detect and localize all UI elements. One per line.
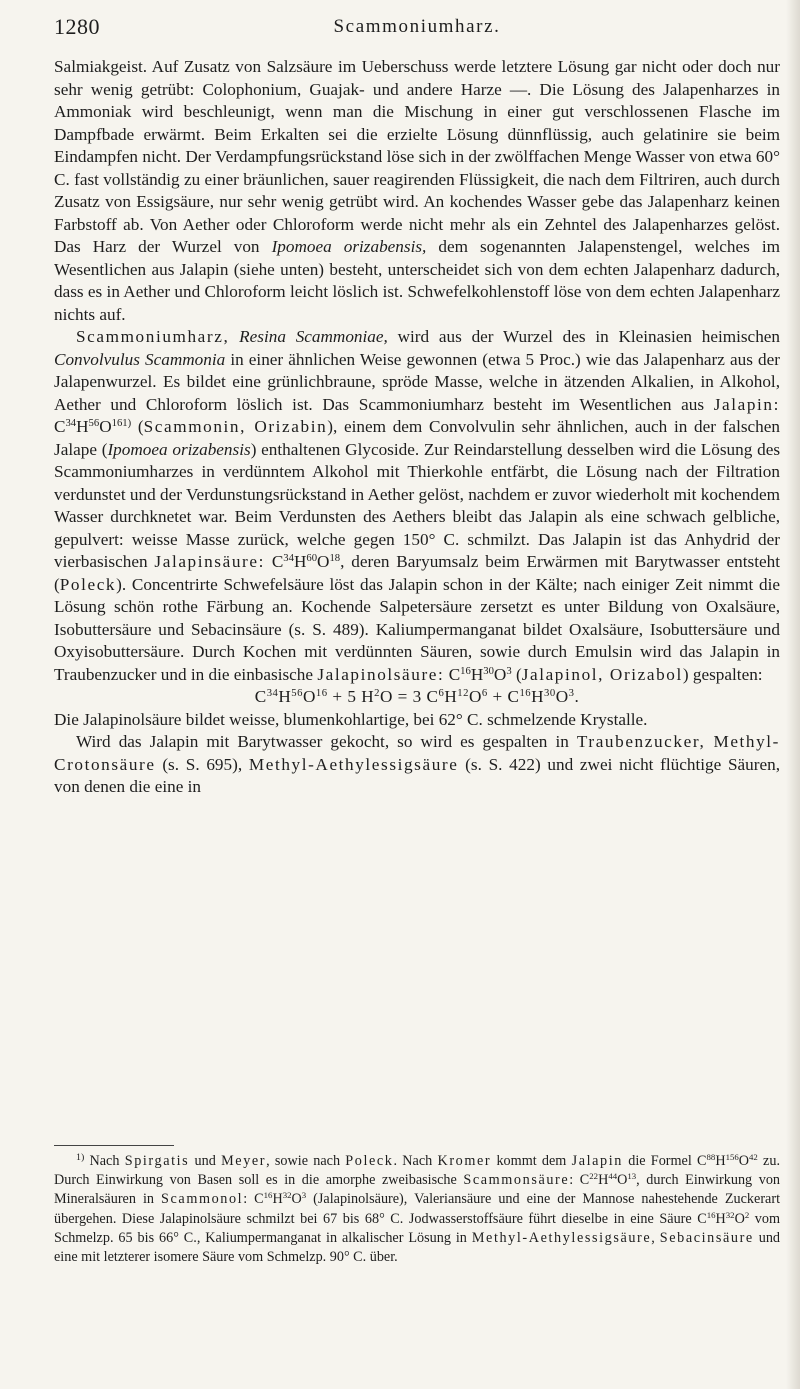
- formula-index: 34: [283, 553, 294, 565]
- formula-index: 30: [483, 665, 494, 677]
- formula-index: 56: [88, 418, 100, 430]
- footnote-reference[interactable]: 1): [122, 418, 132, 430]
- formula-element: H: [444, 687, 458, 706]
- formula-element: H: [278, 687, 292, 706]
- spaced-term: Scammonol: [161, 1191, 244, 1208]
- formula-index: 16: [460, 665, 471, 677]
- formula-element: H: [715, 1153, 726, 1169]
- spaced-term: Jalapinol, Orizabol: [521, 664, 683, 684]
- italic-species: Ipomoea orizabensis: [107, 439, 251, 459]
- page-number: 1280: [54, 14, 100, 39]
- footnote: [54, 1152, 780, 1267]
- footnote-body: [54, 1152, 780, 1267]
- formula-index: 3: [506, 665, 512, 677]
- formula-element: C: [54, 417, 66, 436]
- formula-element: = 3 C: [392, 687, 439, 706]
- formula-element: H: [76, 417, 89, 436]
- spaced-term: Kromer: [437, 1153, 492, 1169]
- paragraph-scammoniumharz: [54, 326, 780, 686]
- text-run: vom Schmelzp. 65 bis 66° C., Kaliumpermanganat in alkalischer Lösung in: [54, 1210, 780, 1246]
- formula-index: 44: [608, 1171, 618, 1182]
- italic-latin-name: Resina Scammoniae,: [239, 327, 388, 346]
- formula-index: 42: [749, 1152, 758, 1163]
- formula-index: 16: [263, 1190, 273, 1201]
- formula-index: 34: [266, 688, 279, 700]
- paragraph-salmiakgeist: [54, 56, 780, 326]
- text-run: ) gespalten:: [682, 664, 763, 684]
- formula-element: H: [598, 1172, 609, 1189]
- formula-index: 34: [65, 418, 77, 430]
- formula-index: 16: [519, 688, 532, 700]
- text-run: (s. S. 695),: [155, 754, 249, 774]
- body-text: [54, 56, 780, 799]
- formula-element: H: [531, 687, 545, 706]
- text-run: ) enthaltenen Glycoside. Zur Reindarstellung desselben wird die Lösung des Scammoniumharzes in verdünntem Alkohol mit Thierkohle entfärbt, die Lösung nach der Filtration verdunstet und der Verdunstungsrückstand in Aether gelöst, nachdem er zuvor wiederholt mit kochendem Wasser durchknetet war. Beim Verdunsten des Aethers bleibt das Jalapin als eine schwach gelbliche, gepulvert: weisse Masse zurück, welche gegen 150° C. schmilzt. Das Jalapin ist das Anhydrid der vierbasischen: [54, 439, 781, 571]
- text-run: : C: [569, 1172, 590, 1189]
- formula-index: 6: [438, 688, 445, 700]
- text-run: Nach: [84, 1153, 125, 1169]
- formula-element: .: [574, 687, 580, 706]
- running-title: Scammoniumharz.: [333, 16, 501, 37]
- italic-species: Ipomoea orizabensis,: [271, 237, 427, 256]
- text-run: (: [131, 417, 144, 436]
- text-run: , sowie nach: [266, 1153, 346, 1169]
- formula-element: C: [254, 687, 267, 706]
- formula-index: 16: [111, 418, 123, 430]
- formula-element: + 5 H: [327, 687, 375, 706]
- section-heading-term: Scammoniumharz,: [76, 327, 230, 346]
- text-run: ), einem dem Convolvulin sehr ähnlichen, auch in der falschen Jalape (: [54, 417, 780, 459]
- formula-index: 6: [481, 688, 488, 700]
- spaced-term: Jalapinolsäure:: [317, 664, 445, 684]
- text-run: , durch Einwirkung von Mineralsäuren in: [54, 1172, 781, 1208]
- text-run: Wird das Jalapin mit Barytwasser gekocht, so wird es gespalten in: [76, 732, 577, 751]
- text-run: die Formel C: [622, 1153, 707, 1169]
- formula-element: C: [271, 552, 284, 571]
- spaced-term: Poleck: [345, 1153, 394, 1169]
- formula-element: O: [493, 664, 507, 684]
- formula-index: 88: [706, 1152, 716, 1163]
- page-edge-shadow: [786, 0, 800, 1389]
- formula-element: O: [302, 687, 316, 706]
- formula-index: 18: [329, 553, 341, 565]
- page-header: [54, 14, 780, 46]
- spaced-term: Methyl-Aethylessigsäure: [471, 1229, 652, 1246]
- formula-element: O: [734, 1210, 745, 1227]
- formula-index: 22: [589, 1171, 599, 1182]
- formula-index: 3: [301, 1190, 307, 1201]
- text-run: in einer ähnlichen Weise gewonnen (etwa 5 Proc.) wie das Jalapenharz aus der Jalapenwurzel. Es bildet eine grünlichbraune, spröde Masse, welche in ätzenden Alkalien, in Alkohol, Aether und Chloroform löslich ist. Das Scammoniumharz besteht im Wesentlichen aus: [54, 349, 780, 414]
- formula-element: O: [379, 687, 393, 706]
- text-run: dem sogenannten Jalapenstengel, welches im Wesentlichen aus Jalapin (siehe unten) besteht, unterscheidet sich von dem echten Jalapenharz dadurch, dass es in Aether und Chloroform leicht löslich ist. Schwefelkohlenstoff löse von dem echten Jalapenharz nichts auf.: [54, 237, 780, 324]
- spaced-term: Poleck: [59, 574, 117, 594]
- formula-index: 2: [374, 688, 380, 700]
- text-run: : C: [243, 1191, 264, 1208]
- text-run: (s. S. 422) und zwei nicht flüchtige Säuren, von denen die eine in: [54, 754, 780, 796]
- formula-index: 3: [568, 688, 575, 700]
- formula: [54, 417, 122, 436]
- formula-element: O: [291, 1191, 302, 1208]
- formula-index: 13: [627, 1171, 637, 1182]
- text-run: wird aus der Wurzel des in Kleinasien heimischen: [387, 327, 781, 346]
- paragraph-barytwasser: [54, 731, 780, 799]
- spaced-term: Scammonsäure: [463, 1172, 570, 1189]
- footnote-marker: 1): [76, 1152, 85, 1164]
- formula-element: O: [617, 1172, 628, 1189]
- text-run: kommt dem: [491, 1153, 572, 1169]
- spaced-term: Jalapinsäure:: [154, 552, 265, 571]
- text-run: (Jalapinolsäure), Valeriansäure und eine der Mannose nahestehende Zuckerart übergehen. Diese Jalapinolsäure schmilzt bei 67 bis 68° C. Jodwasserstoffsäure führt dieselbe in eine Säure C: [54, 1191, 781, 1227]
- formula-element: O: [468, 687, 482, 706]
- text-run: und: [189, 1153, 222, 1169]
- formula-element: O: [317, 552, 330, 571]
- spaced-term: Methyl-Crotonsäure: [54, 732, 781, 774]
- formula-index: 2: [744, 1209, 750, 1220]
- spaced-term: Jalapin: [571, 1153, 623, 1169]
- text-run: , deren Baryumsalz beim Erwärmen mit Barytwasser entsteht (: [54, 552, 781, 594]
- formula-element: C: [448, 664, 461, 684]
- spaced-term: Jalapin:: [713, 394, 780, 414]
- text-run: zu. Durch Einwirkung von Basen soll es in die amorphe zweibasische: [54, 1153, 780, 1189]
- formula-element: O: [99, 417, 112, 436]
- formula: [272, 552, 340, 571]
- text-run: und eine mit letzterer isomere Säure vom Schmelzp. 90° C. über.: [54, 1229, 781, 1266]
- footnote-divider: [54, 1145, 174, 1146]
- text-run: Salmiakgeist. Auf Zusatz von Salzsäure im Ueberschuss werde letztere Lösung gar nicht oder doch nur sehr wenig getrübt: Colophonium, Guajak- und andere Harze —. Die Lösung des Jalapenharzes in Ammoniak wird beschleunigt, wenn man die Mischung in einer gut verschlossenen Flasche im Dampfbade erwärmt. Beim Erkalten sei die erzielte Lösung dünnflüssig, auch gelatinire sie beim Eindampfen nicht. Der Verdampfungsrückstand löse sich in der zwölffachen Menge Wasser von etwa 60° C. fast vollständig zu einer bräunlichen, sauer reagirenden Flüssigkeit, die nach dem Filtriren, auch durch Zusatz von Essigsäure, nur sehr wenig getrübt wird. An kochendes Wasser gebe das Jalapenharz keinen Farbstoff ab. Von Aether oder Chloroform werde nicht mehr als ein Zehntel des Jalapenharzes gelöst. Das Harz der Wurzel von: [54, 57, 780, 256]
- spaced-term: Meyer: [221, 1153, 267, 1169]
- text-run: (: [511, 664, 522, 684]
- formula-element: H: [715, 1210, 726, 1227]
- spaced-term: Traubenzucker,: [576, 732, 706, 751]
- formula-index: 156: [725, 1152, 739, 1163]
- text-run: . Nach: [393, 1153, 438, 1169]
- paragraph-jalapinolsaure: Die Jalapinolsäure bildet weisse, blumenkohlartige, bei 62° C. schmelzende Krystalle.: [54, 709, 648, 729]
- formula-index: 32: [725, 1209, 735, 1220]
- formula-index: 56: [291, 688, 303, 700]
- formula-index: 16: [706, 1209, 716, 1220]
- formula-index: 12: [457, 688, 469, 700]
- reaction-equation: [54, 686, 780, 709]
- formula-element: O: [738, 1153, 750, 1169]
- spaced-term: Sebacinsäure: [659, 1229, 754, 1246]
- formula-element: H: [470, 664, 484, 684]
- formula-element: + C: [487, 687, 520, 706]
- formula-index: 32: [282, 1190, 292, 1201]
- text-run: ). Concentrirte Schwefelsäure löst das Jalapin schon in der Kälte; nach einiger Zeit nimmt die Lösung schön rothe Färbung an. Kochende Salpetersäure zersetzt es unter Bildung von Oxalsäure, Isobuttersäure und Sebacinsäure (s. S. 489). Kaliumpermanganat bildet Oxalsäure, Isobuttersäure und Oxyisobuttersäure. Durch Kochen mit verdünnten Säuren, sowie durch Emulsin wird das Jalapin in Traubenzucker und in die einbasische: [54, 574, 780, 684]
- spaced-term: Spirgatis: [124, 1153, 190, 1169]
- formula-element: O: [555, 687, 569, 706]
- formula-index: 16: [315, 688, 328, 700]
- formula: [449, 665, 512, 684]
- spaced-term: Methyl-Aethylessigsäure: [248, 754, 459, 774]
- formula-index: 30: [544, 688, 556, 700]
- formula-index: 60: [306, 553, 318, 565]
- spaced-term: Scammonin, Orizabin: [143, 417, 328, 436]
- formula-element: H: [272, 1191, 283, 1208]
- text-run: ,: [651, 1229, 660, 1246]
- formula-element: H: [293, 552, 307, 571]
- italic-species: Convolvulus Scammonia: [54, 349, 226, 369]
